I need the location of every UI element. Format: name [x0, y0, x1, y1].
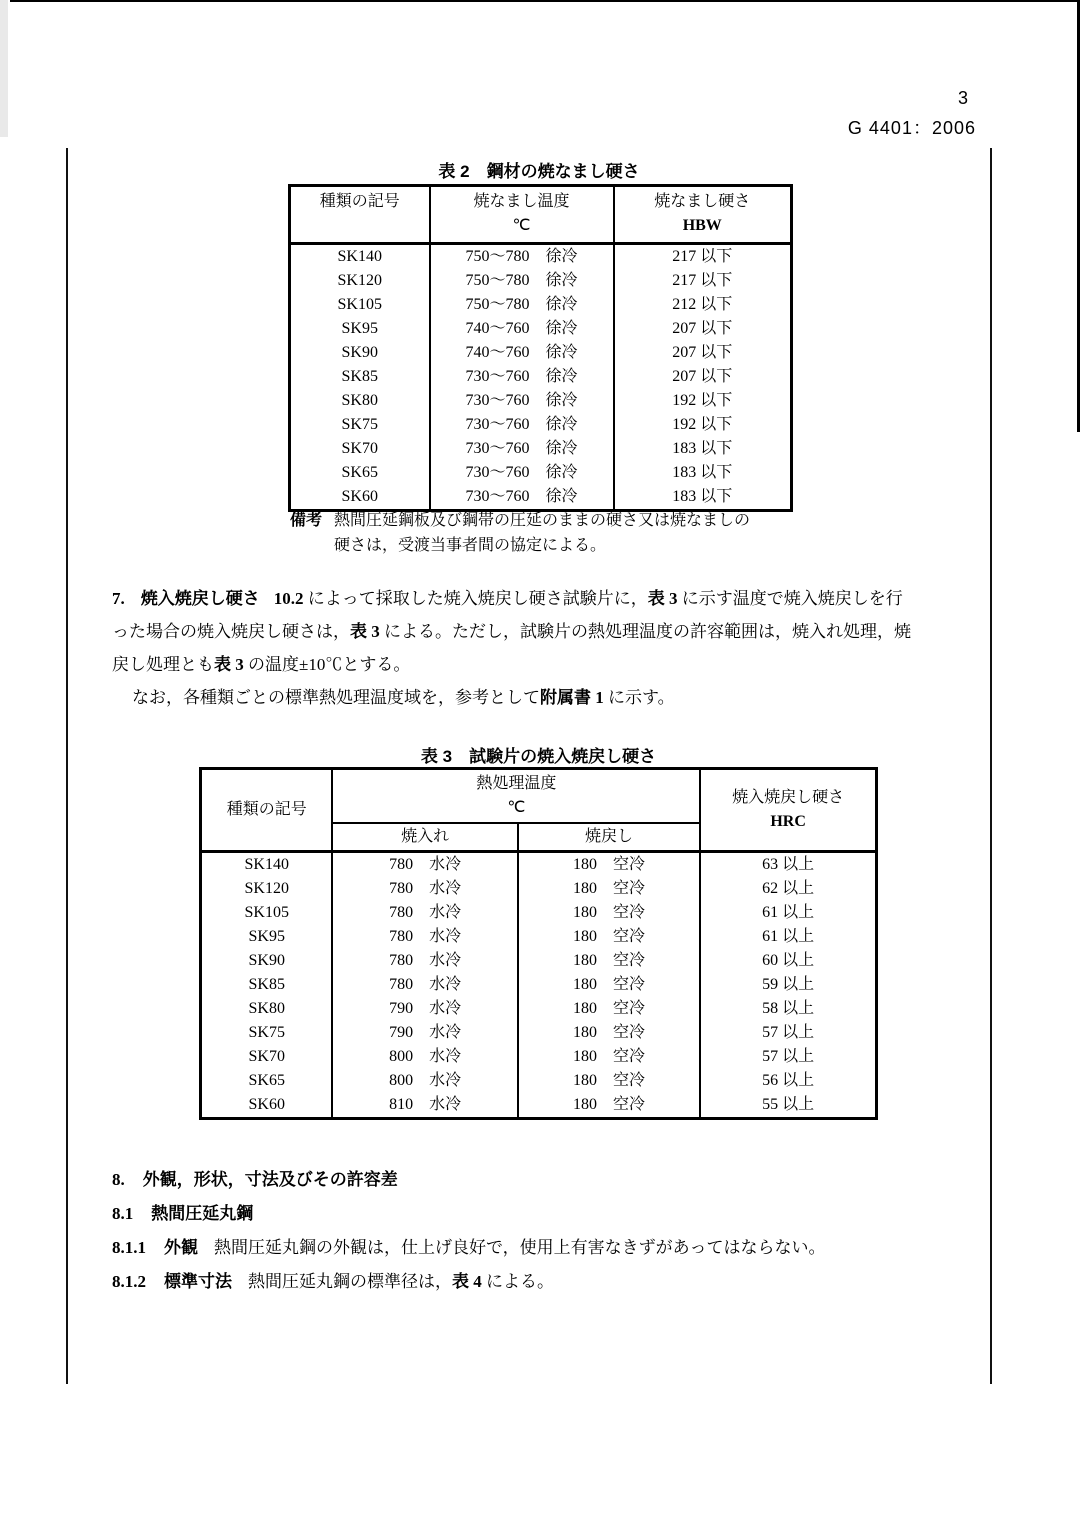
table2 — [288, 184, 793, 512]
section8-title: 外観，形状，寸法及びその許容差 — [142, 1170, 398, 1189]
table3-ref: 表 3 — [350, 622, 380, 641]
table-cell: 180 空冷 — [518, 1069, 700, 1093]
table-cell: 780 水冷 — [332, 852, 517, 878]
table-cell: SK105 — [290, 293, 430, 317]
table-cell: 180 空冷 — [518, 1021, 700, 1045]
section7-text: の温度±10℃とする。 — [243, 655, 411, 674]
table3-header-quench-label: 焼入れ — [401, 828, 450, 845]
table-cell: 217 以下 — [614, 244, 792, 270]
section8-1-1-number: 8.1.1 — [112, 1238, 146, 1257]
table3-header-heat-treatment — [332, 769, 700, 824]
table-cell: 800 水冷 — [332, 1069, 517, 1093]
table-row — [290, 413, 792, 437]
note-line1: 熱間圧延鋼板及び鋼帯の圧延のままの硬さ又は焼なましの — [334, 512, 751, 529]
section8-number: 8. — [112, 1170, 125, 1189]
page-frame-rule-left — [66, 148, 68, 1384]
section8-1-2-text: 熱間圧延丸鋼の標準径は， — [248, 1272, 452, 1291]
table-row — [290, 437, 792, 461]
table-row — [201, 852, 877, 878]
table-cell: 790 水冷 — [332, 1021, 517, 1045]
table2-header-kind — [290, 186, 430, 244]
table-cell: 780 水冷 — [332, 973, 517, 997]
table-cell: 180 空冷 — [518, 1045, 700, 1069]
table-cell: SK80 — [290, 389, 430, 413]
table-cell: 192 以下 — [614, 413, 792, 437]
table-cell: 180 空冷 — [518, 925, 700, 949]
table-row — [201, 949, 877, 973]
table-cell: SK65 — [201, 1069, 333, 1093]
table-cell: 180 空冷 — [518, 852, 700, 878]
table-cell: 183 以下 — [614, 485, 792, 511]
section7-heading: 焼入焼戻し硬さ — [140, 589, 260, 608]
table-cell: 62 以上 — [700, 877, 876, 901]
section7-text: によって採取した焼入焼戻し硬さ試験片に， — [303, 589, 648, 608]
table-cell: 183 以下 — [614, 437, 792, 461]
table2-title: 表 2 鋼材の焼なまし硬さ — [438, 162, 640, 181]
table-row — [290, 461, 792, 485]
clause-ref-10-2: 10.2 — [273, 589, 304, 608]
table-cell: SK80 — [201, 997, 333, 1021]
table-cell: SK140 — [290, 244, 430, 270]
document-code: G 4401：2006 — [847, 118, 976, 138]
table3-header-kind — [201, 769, 333, 852]
table-row — [201, 1045, 877, 1069]
section7-paragraph — [112, 582, 1012, 714]
table-cell: 180 空冷 — [518, 973, 700, 997]
section8-block — [112, 1164, 1012, 1300]
page-number: 3 — [957, 88, 968, 108]
table-cell: SK75 — [290, 413, 430, 437]
table-cell: SK70 — [201, 1045, 333, 1069]
table-cell: SK75 — [201, 1021, 333, 1045]
table2-header-temp — [430, 186, 614, 244]
table3-header-quench — [332, 823, 517, 852]
table3-header-hardness-label: 焼入焼戻し硬さ — [732, 789, 845, 806]
section8-1-2-text: による。 — [481, 1272, 554, 1291]
table-cell: SK85 — [201, 973, 333, 997]
table4-ref: 表 4 — [452, 1272, 482, 1291]
annex1-ref: 附属書 1 — [540, 688, 604, 707]
table-cell: 57 以上 — [700, 1021, 876, 1045]
table3-header-temper-label: 焼戻し — [585, 828, 634, 845]
table3-header-row1 — [201, 769, 877, 824]
table-cell: 180 空冷 — [518, 1093, 700, 1119]
table-row — [201, 1093, 877, 1119]
table-row — [290, 365, 792, 389]
table2-header-kind-label: 種類の記号 — [319, 193, 400, 210]
table3-title: 表 3 試験片の焼入焼戻し硬さ — [420, 747, 657, 766]
table-cell: 183 以下 — [614, 461, 792, 485]
section8-1-number: 8.1 — [112, 1204, 134, 1223]
table3-header-temper — [518, 823, 700, 852]
table-cell: 780 水冷 — [332, 877, 517, 901]
table2-header-hardness-unit: HBW — [682, 217, 722, 234]
table-cell: 57 以上 — [700, 1045, 876, 1069]
table-cell: 61 以上 — [700, 901, 876, 925]
table-row — [290, 389, 792, 413]
table3 — [199, 767, 878, 1120]
table2-header-row — [290, 186, 792, 244]
table3-header-heat-label: 熱処理温度 — [476, 775, 557, 792]
section8-1-title: 熱間圧延丸鋼 — [151, 1204, 254, 1223]
section7-line2 — [112, 615, 1012, 648]
table-cell: 58 以上 — [700, 997, 876, 1021]
table-cell: 730～760 徐冷 — [430, 485, 614, 511]
table-cell: 207 以下 — [614, 341, 792, 365]
table2-header-temp-label: 焼なまし温度 — [473, 193, 570, 210]
table-row — [201, 1021, 877, 1045]
table-cell: SK105 — [201, 901, 333, 925]
table-cell: 730～760 徐冷 — [430, 365, 614, 389]
table-row — [201, 901, 877, 925]
table3-ref: 表 3 — [647, 589, 678, 608]
section8-1-2 — [112, 1266, 1012, 1298]
table-row — [290, 293, 792, 317]
note-text — [334, 508, 750, 558]
table-row — [290, 244, 792, 270]
section7-line4 — [112, 681, 1012, 714]
section8-1-heading — [112, 1198, 1012, 1230]
table-cell: 730～760 徐冷 — [430, 437, 614, 461]
table2-header-hardness-label: 焼なまし硬さ — [654, 193, 751, 210]
note-line2: 硬さは，受渡当事者間の協定による。 — [334, 537, 607, 554]
table3-header-hardness-unit: HRC — [770, 813, 806, 830]
table2-header-hardness — [614, 186, 792, 244]
table-cell: 63 以上 — [700, 852, 876, 878]
table-row — [290, 317, 792, 341]
table2-header-temp-unit: ℃ — [512, 217, 531, 234]
table-row — [201, 997, 877, 1021]
table3-header-kind-label: 種類の記号 — [226, 801, 307, 818]
table-cell: SK95 — [201, 925, 333, 949]
section7-text: による。ただし，試験片の熱処理温度の許容範囲は，焼入れ処理，焼 — [379, 622, 911, 641]
table-cell: 61 以上 — [700, 925, 876, 949]
table-cell: SK120 — [290, 269, 430, 293]
table-cell: SK120 — [201, 877, 333, 901]
table3-ref: 表 3 — [214, 655, 244, 674]
note-label: 備考 — [290, 512, 323, 529]
section8-1-2-label: 標準寸法 — [164, 1272, 232, 1291]
table-cell: 56 以上 — [700, 1069, 876, 1093]
table-cell: SK90 — [201, 949, 333, 973]
section7-line1 — [112, 582, 1012, 615]
table-row — [201, 925, 877, 949]
table-cell: SK90 — [290, 341, 430, 365]
table-cell: 790 水冷 — [332, 997, 517, 1021]
table-cell: 750～780 徐冷 — [430, 293, 614, 317]
table-cell: SK140 — [201, 852, 333, 878]
table-cell: 180 空冷 — [518, 997, 700, 1021]
section8-1-1 — [112, 1232, 1012, 1264]
section8-heading — [112, 1164, 1012, 1196]
table-cell: 207 以下 — [614, 317, 792, 341]
table-cell: 212 以下 — [614, 293, 792, 317]
table3-header-heat-unit: ℃ — [507, 799, 526, 816]
section7-text: なお，各種類ごとの標準熱処理温度域を，参考として — [132, 688, 540, 707]
table-cell: 730～760 徐冷 — [430, 413, 614, 437]
table-row — [201, 877, 877, 901]
scan-edge-top — [10, 0, 1080, 2]
section7-text: に示す温度で焼入焼戻しを行 — [677, 589, 903, 608]
section7-line3 — [112, 648, 1012, 681]
section8-1-1-text: 熱間圧延丸鋼の外観は，仕上げ良好で，使用上有害なきずがあってはならない。 — [214, 1238, 826, 1257]
table-cell: SK85 — [290, 365, 430, 389]
table-cell: 800 水冷 — [332, 1045, 517, 1069]
table-row — [201, 1069, 877, 1093]
table-row — [290, 269, 792, 293]
table-cell: 750～780 徐冷 — [430, 269, 614, 293]
table-cell: 810 水冷 — [332, 1093, 517, 1119]
section7-text: った場合の焼入焼戻し硬さは， — [112, 622, 350, 641]
table3-header-hardness — [700, 769, 876, 852]
table2-note — [290, 508, 810, 558]
table2-body — [290, 244, 792, 511]
table-cell: 55 以上 — [700, 1093, 876, 1119]
section8-1-2-number: 8.1.2 — [112, 1272, 146, 1291]
table-cell: SK60 — [290, 485, 430, 511]
table-cell: 59 以上 — [700, 973, 876, 997]
table-cell: 207 以下 — [614, 365, 792, 389]
table-cell: 780 水冷 — [332, 949, 517, 973]
table-row — [201, 973, 877, 997]
table-cell: 180 空冷 — [518, 901, 700, 925]
table-cell: 740～760 徐冷 — [430, 341, 614, 365]
table-cell: 780 水冷 — [332, 925, 517, 949]
table-cell: 730～760 徐冷 — [430, 389, 614, 413]
table-cell: 780 水冷 — [332, 901, 517, 925]
table-cell: 730～760 徐冷 — [430, 461, 614, 485]
table-cell: SK95 — [290, 317, 430, 341]
section8-1-1-label: 外観 — [164, 1238, 198, 1257]
table-cell: 217 以下 — [614, 269, 792, 293]
table-cell: 192 以下 — [614, 389, 792, 413]
table-cell: 180 空冷 — [518, 949, 700, 973]
table-cell: 750～780 徐冷 — [430, 244, 614, 270]
section7-number: 7. — [112, 589, 125, 608]
table-cell: 60 以上 — [700, 949, 876, 973]
table-cell: 180 空冷 — [518, 877, 700, 901]
table-row — [290, 341, 792, 365]
section7-text: に示す。 — [603, 688, 675, 707]
section7-text: 戻し処理とも — [112, 655, 214, 674]
table-cell: SK65 — [290, 461, 430, 485]
table-cell: SK60 — [201, 1093, 333, 1119]
table3-body — [201, 852, 877, 1119]
table-cell: SK70 — [290, 437, 430, 461]
table-row — [290, 485, 792, 511]
table-cell: 740～760 徐冷 — [430, 317, 614, 341]
